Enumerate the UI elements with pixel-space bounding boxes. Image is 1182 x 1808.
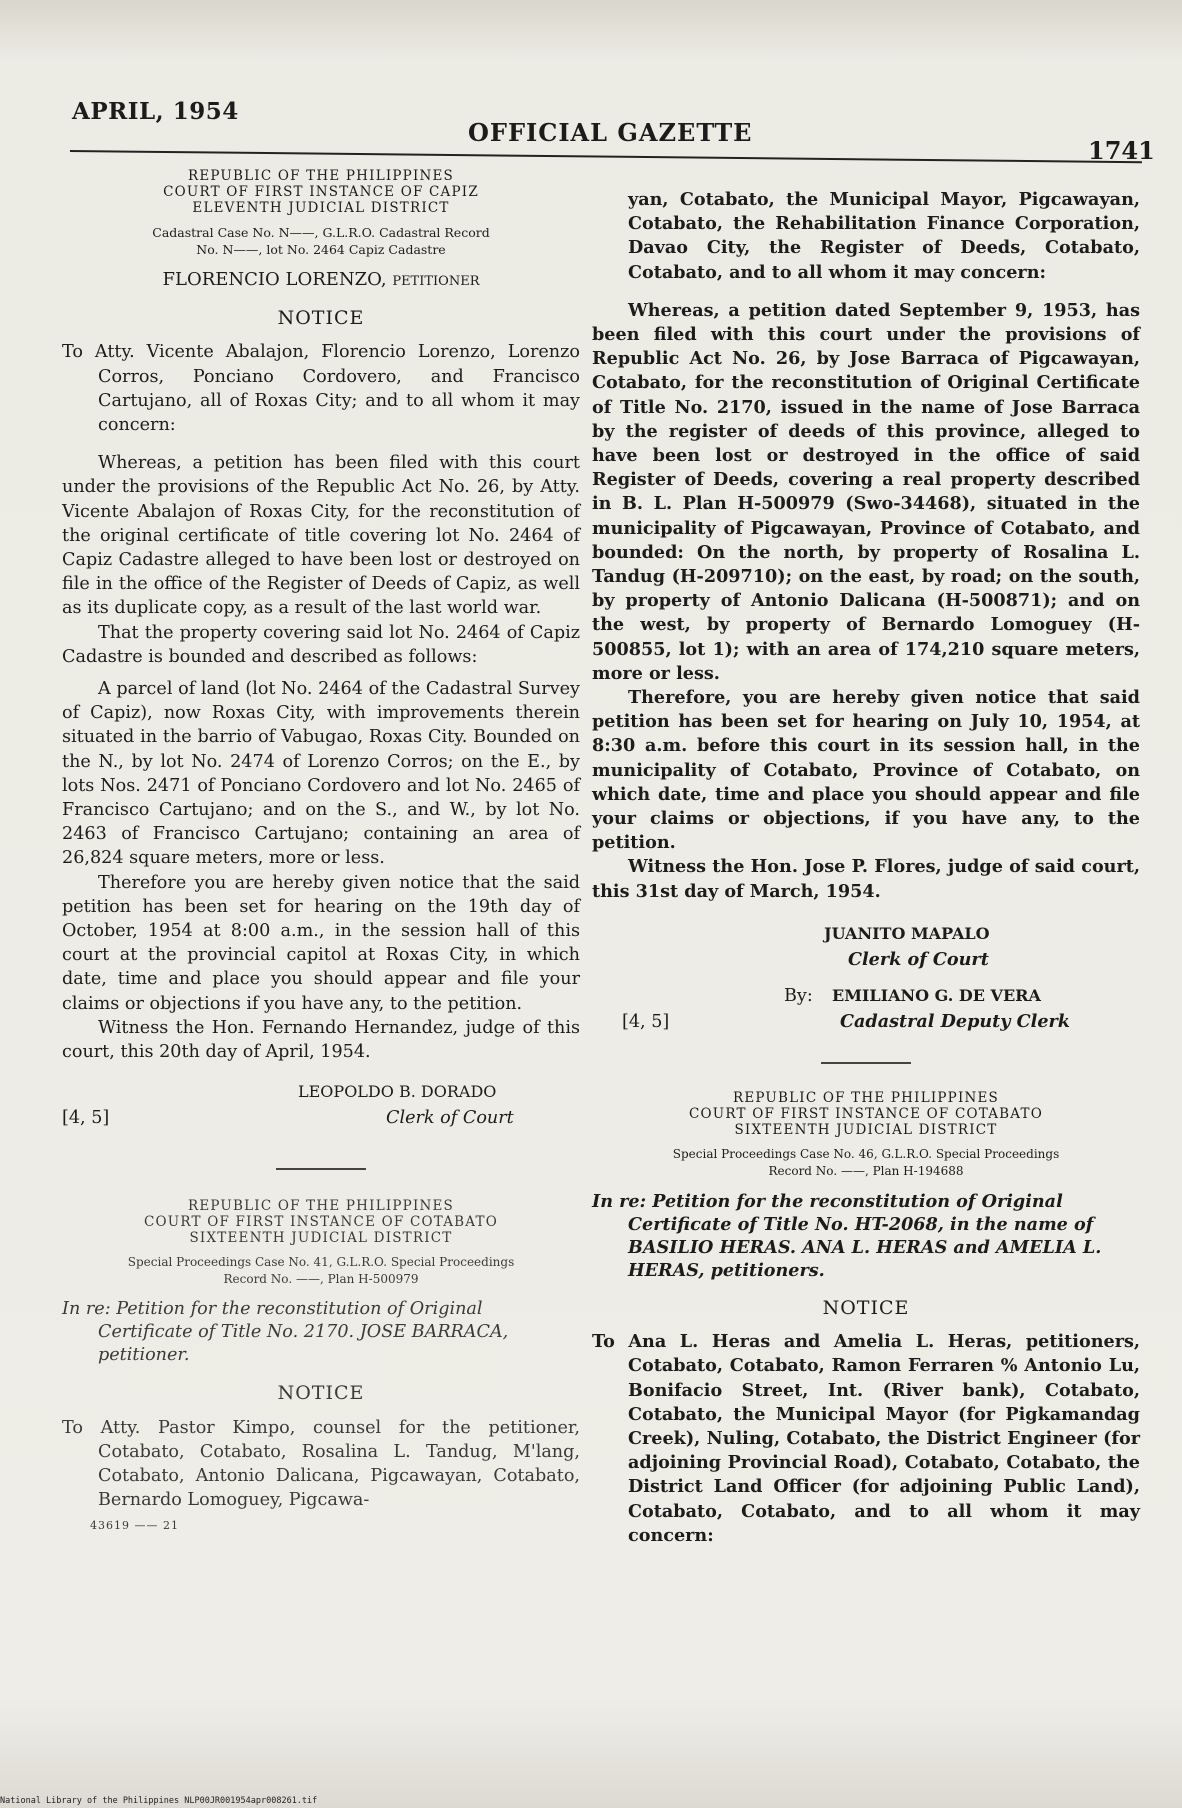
notice2-signature — [592, 922, 1140, 1040]
notice2-block — [62, 1198, 580, 1538]
case-line: Record No. ——, Plan H-500979 — [223, 1272, 419, 1287]
page-number: 1741 — [1088, 136, 1155, 165]
notice3-caption: In re: Petition for the reconstitution of Original Certificate of Title No. HT-2068, in the name of BASILIO HERAS. ANA L. HERAS and AMELIA L. HERAS, petitioners. — [592, 1190, 1102, 1281]
notice3-title: NOTICE — [822, 1296, 910, 1319]
header-title: OFFICIAL GAZETTE — [468, 118, 753, 147]
section-divider — [821, 1062, 911, 1064]
signatory-name: JUANITO MAPALO — [824, 923, 990, 943]
deputy-name: EMILIANO G. DE VERA — [832, 985, 1041, 1005]
notice2-title: NOTICE — [277, 1382, 365, 1405]
notice2-case-info — [62, 1254, 580, 1288]
court-line: REPUBLIC OF THE PHILIPPINES — [187, 168, 455, 184]
header-rule — [70, 150, 1142, 163]
signatory-title: Clerk of Court — [848, 948, 989, 970]
notice1-addressee: To Atty. Vicente Abalajon, Florencio Lorenzo, Lorenzo Corros, Ponciano Cordovero, and Francisco Cartujano, all of Roxas City; and to all whom it may concern: — [62, 342, 580, 436]
right-column — [592, 188, 1140, 1562]
case-line: Special Proceedings Case No. 41, G.L.R.O. Special Proceedings — [127, 1255, 515, 1270]
notice1-paragraph: Whereas, a petition has been filed with this court under the provisions of the Republic Act No. 26, by Atty. Vicente Abalajon of Roxas City, for the reconstitution of the original certificate of title covering lot No. 2464 of Capiz Cadastre alleged to have been lost or destroyed on file in the office of the Register of Deeds of Capiz, as well as its duplicate copy, as a result of the last world war. — [62, 453, 580, 619]
header-date: APRIL, 1954 — [72, 98, 239, 125]
print-code: 43619 —— 21 — [90, 1519, 179, 1533]
notice2-paragraph: Witness the Hon. Jose P. Flores, judge of said court, this 31st day of March, 1954. — [592, 856, 1140, 902]
notice3-addressee: To Ana L. Heras and Amelia L. Heras, petitioners, Cotabato, Cotabato, Ramon Ferraren % Antonio Lu, Bonifacio Street, Int. (River bank), Cotabato, Cotabato, the Municipal Mayor (for Pigkamandag Creek), Nuling, Cotabato, the District Engineer (for adjoining Provincial Road), Cotabato, Cotabato, the District Land Officer (for adjoining Public Land), Cotabato, Cotabato, and to all whom it may concern: — [592, 1331, 1140, 1546]
section-divider — [276, 1168, 366, 1170]
case-line: No. N——, lot No. 2464 Capiz Cadastre — [196, 242, 446, 257]
notice2-addressee: To Atty. Pastor Kimpo, counsel for the petitioner, Cotabato, Cotabato, Rosalina L. Tandug, M'lang, Cotabato, Antonio Dalicana, Pigcawayan, Cotabato, Bernardo Lomoguey, Pigcawa- — [62, 1417, 580, 1511]
notice3-court-heading — [592, 1090, 1140, 1138]
publication-code: [4, 5] — [622, 1011, 670, 1032]
case-line: Cadastral Case No. N——, G.L.R.O. Cadastral Record — [152, 225, 490, 240]
notice3-block — [592, 1090, 1140, 1548]
left-column — [62, 168, 580, 1539]
by-label: By: — [784, 985, 813, 1006]
notice1-paragraph: Therefore you are hereby given notice that the said petition has been set for hearing on the 19th day of October, 1954 at 8:00 a.m., in the session hall of this court at the provincial capitol at Roxas City, in which date, time and place you should appear and file your claims or objections if you have any, to the petition. — [62, 872, 580, 1014]
court-line: COURT OF FIRST INSTANCE OF COTABATO — [144, 1214, 498, 1231]
court-line: COURT OF FIRST INSTANCE OF COTABATO — [689, 1105, 1043, 1122]
notice2-paragraph: Whereas, a petition dated September 9, 1953, has been filed with this court under the provisions of Republic Act No. 26, by Jose Barraca of Pigcawayan, Cotabato, for the reconstitution of Original Certificate of Title No. 2170, issued in the name of Jose Barraca by the register of deeds of this province, alleged to have been lost or destroyed in the office of said Register of Deeds, covering a real property described in B. L. Plan H-500979 (Swo-34468), situated in the municipality of Pigcawayan, Province of Cotabato, and bounded: On the north, by property of Rosalina L. Tandug (H-209710); on the east, by road; on the south, by property of Antonio Dalicana (H-500871); and on the west, by property of Bernardo Lomoguey (H-500855, lot 1); with an area of 174,210 square meters, more or less. — [592, 299, 1140, 684]
court-line: COURT OF FIRST INSTANCE OF CAPIZ — [163, 184, 479, 200]
notice1-signature — [62, 1080, 580, 1138]
notice1-court-heading — [62, 168, 580, 216]
deputy-title: Cadastral Deputy Clerk — [840, 1010, 1070, 1032]
notice1-paragraph: Witness the Hon. Fernando Hernandez, judge of this court, this 20th day of April, 1954. — [62, 1017, 580, 1063]
notice2-caption: In re: Petition for the reconstitution of Original Certificate of Title No. 2170. JOSE BARRACA, petitioner. — [62, 1299, 509, 1366]
notice1-case-info — [62, 224, 580, 258]
notice2-court-heading — [62, 1198, 580, 1246]
notice1-paragraph: That the property covering said lot No. 2464 of Capiz Cadastre is bounded and described as follows: — [62, 622, 580, 667]
notice1-paragraph: A parcel of land (lot No. 2464 of the Cadastral Survey of Capiz), now Roxas City, with improvements therein situated in the barrio of Vabugao, Roxas City. Bounded on the N., by lot No. 2474 of Lorenzo Corros; on the E., by lots Nos. 2471 of Ponciano Cordovero and lot No. 2465 of Francisco Cartujano; and on the S., and W., by lot No. 2463 of Francisco Cartujano; containing an area of 26,824 square meters, more or less. — [62, 679, 580, 869]
signatory-name: LEOPOLDO B. DORADO — [298, 1082, 497, 1102]
court-line: REPUBLIC OF THE PHILIPPINES — [187, 1198, 455, 1215]
signatory-title: Clerk of Court — [386, 1108, 514, 1129]
case-line: Special Proceedings Case No. 46, G.L.R.O. Special Proceedings — [672, 1146, 1060, 1161]
notice1-petitioner: FLORENCIO LORENZO, petitioner — [162, 269, 480, 290]
notice2-addressee-continued: yan, Cotabato, the Municipal Mayor, Pigcawayan, Cotabato, the Rehabilitation Finance Corporation, Davao City, the Register of Deeds, Cotabato, Cotabato, and to all whom it may concern: — [628, 189, 1140, 283]
court-line: SIXTEENTH JUDICIAL DISTRICT — [189, 1230, 453, 1247]
publication-code: [4, 5] — [62, 1108, 110, 1129]
court-line: REPUBLIC OF THE PHILIPPINES — [732, 1089, 1000, 1106]
court-line: SIXTEENTH JUDICIAL DISTRICT — [734, 1121, 998, 1138]
court-line: ELEVENTH JUDICIAL DISTRICT — [192, 200, 450, 216]
notice2-paragraph: Therefore, you are hereby given notice that said petition has been set for hearing on July 10, 1954, at 8:30 a.m. before this court in its session hall, in the municipality of Cotabato, Province of Cotabato, on which date, time and place you should appear and file your claims or objections, if you have any, to the petition. — [592, 687, 1140, 854]
scan-footer: National Library of the Philippines NLP00JR001954apr008261.tif — [0, 1796, 318, 1806]
case-line: Record No. ——, Plan H-194688 — [768, 1163, 964, 1178]
notice3-case-info — [592, 1146, 1140, 1180]
notice1-title: NOTICE — [277, 307, 365, 330]
